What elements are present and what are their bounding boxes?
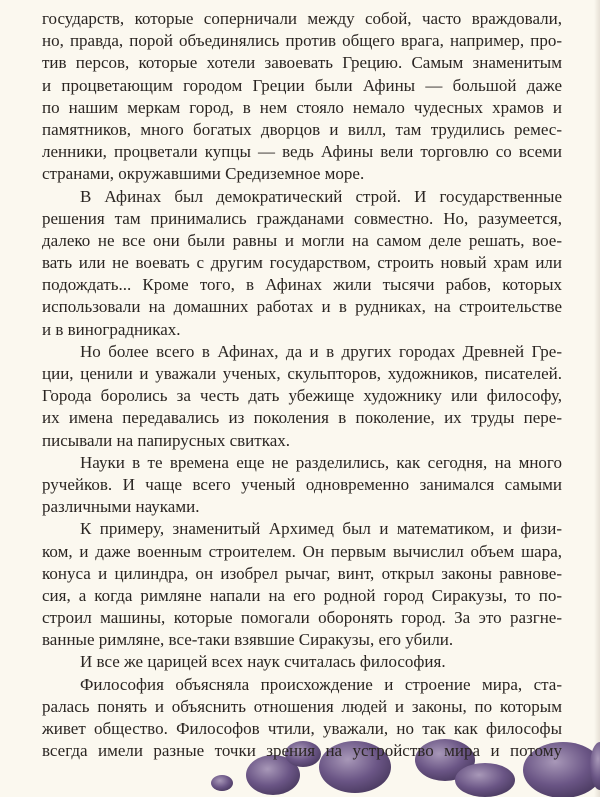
text-line: различными науками. [42,497,200,517]
rock [455,763,515,797]
paragraph [42,674,562,763]
text-line: но, правда, порой объединялись против общего врага, например, про- [42,31,562,51]
paragraph [42,341,562,452]
text-line: Города боролись за честь дать убежище художнику или философу, [42,386,562,406]
text-line: ленники, процветали купцы — ведь Афины вели торговлю со всеми [42,142,562,162]
text-line: и в виноградниках. [42,319,181,339]
text-line: вать или не воевать с другим государством, строить новый храм или [42,253,562,273]
paragraph [42,452,562,519]
text-line: всегда имели разные точки зрения на устройство мира и потому [42,741,562,761]
text-line: их имена передавались из поколения в поколение, их труды пере- [42,408,562,428]
paragraph [42,8,562,186]
text-line: ралась понять и объяснить отношения людей и законы, по которым [42,696,562,716]
text-line: В Афинах был демократический строй. И государственные [80,186,562,206]
text-line: К примеру, знаменитый Архимед был и математиком, и физи- [80,519,562,539]
text-line: писывали на папирусных свитках. [42,430,290,450]
text-line: использовали на домашних работах и в рудниках, на строительстве [42,297,562,317]
paragraph [42,651,562,673]
text-line: далеко не все они были равны и могли на самом деле решать, вое- [42,230,562,250]
text-line: тив персов, которые хотели завоевать Грецию. Самым знаменитым [42,53,562,73]
text-line: живет общество. Философов чтили, уважали, но так как философы [42,719,562,738]
paragraph [42,518,562,651]
text-line: строил машины, которые помогали оборонять город. За это разгне- [42,608,562,628]
text-line: решения там принимались гражданами совместно. Но, разумеется, [42,208,562,228]
text-line: ручейков. И чаще всего ученый одновременно занимался самыми [42,474,562,494]
text-line: ванные римляне, все-таки взявшие Сиракузы, его убили. [42,630,454,650]
text-line: И все же царицей всех наук считалась философия. [80,652,446,672]
text-line: конуса и цилиндра, он изобрел рычаг, винт, открыл законы равнове- [42,563,562,583]
text-line: государств, которые соперничали между собой, часто враждовали, [42,9,562,28]
text-line: Но более всего в Афинах, да и в других городах Древней Гре- [80,341,562,361]
page-edge [594,0,600,797]
text-line: и процветающим городом Греции были Афины — большой даже [42,75,562,95]
text-line: подождать... Кроме того, в Афинах жили тысячи рабов, которых [42,275,562,295]
text-line: сия, а когда римляне напали на его родной город Сиракузы, то по- [42,585,562,605]
text-line: памятников, много богатых дворцов и вилл, там трудились ремес- [42,119,562,139]
paragraph [42,186,562,341]
text-line: странами, окружавшими Средиземное море. [42,164,365,184]
text-line: ком, и даже военным строителем. Он первым вычислил объем шара, [42,541,562,561]
book-page-text [42,8,562,762]
text-line: по нашим меркам город, в нем стояло немало чудесных храмов и [42,97,562,117]
text-line: Философия объясняла происхождение и строение мира, ста- [80,674,562,694]
text-line: ции, ценили и уважали ученых, скульпторов, художников, писателей. [42,364,562,383]
rock [211,775,233,791]
text-line: Науки в те времена еще не разделились, как сегодня, на много [80,452,562,472]
